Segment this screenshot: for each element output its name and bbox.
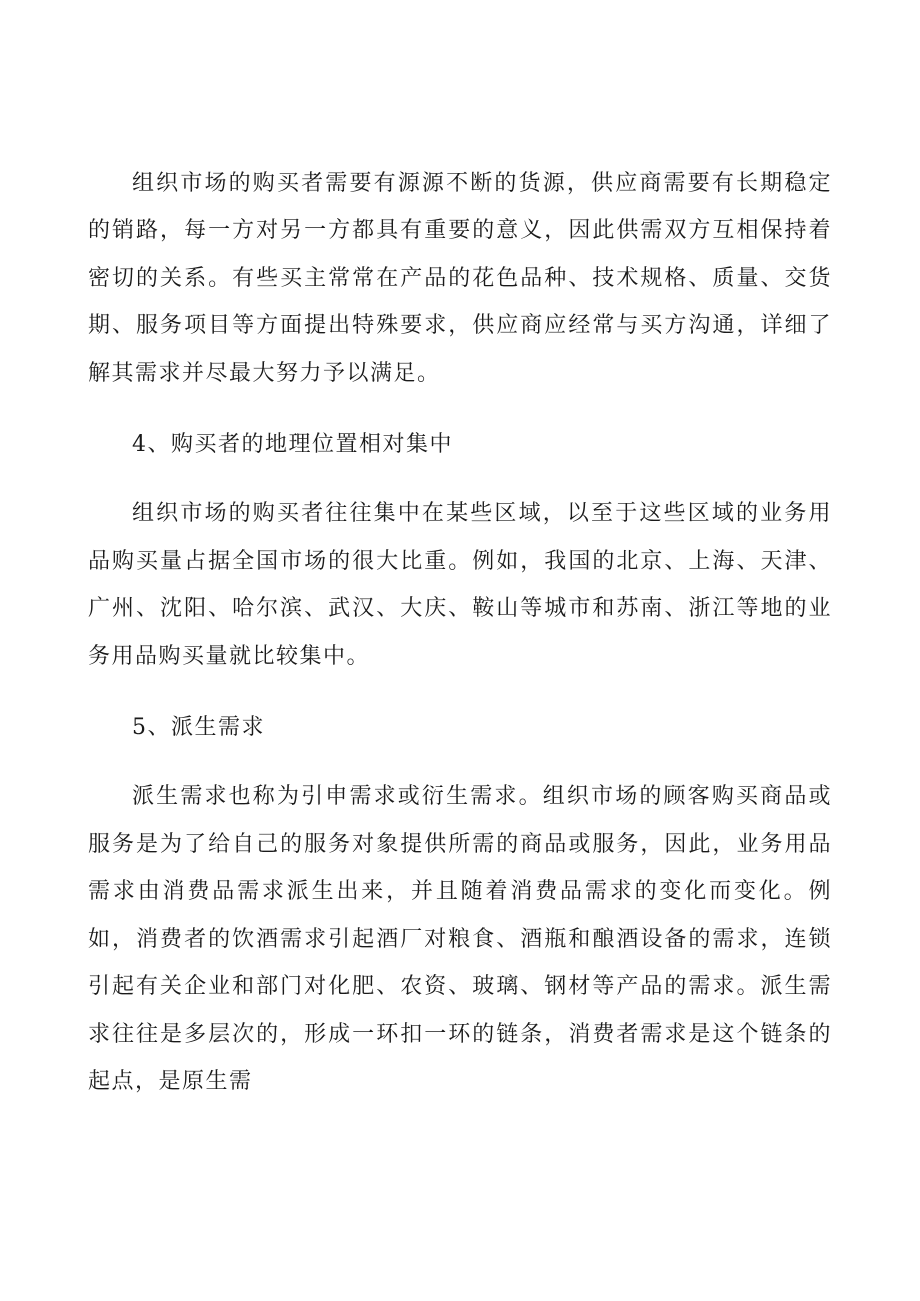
section-heading-derived-demand: 5、派生需求 [132, 715, 265, 741]
document-page [88, 160, 832, 1105]
paragraph-derived-demand: 派生需求也称为引申需求或衍生需求。组织市场的顾客购买商品或服务是为了给自己的服务对象提供所需的商品或服务，因此，业务用品需求由消费品需求派生出来，并且随着消费品需求的变化而变化。例如，消费者的饮酒需求引起酒厂对粮食、酒瓶和酿酒设备的需求，连锁引起有关企业和部门对化肥、农资、玻璃、钢材等产品的需求。派生需求往往是多层次的，形成一环扣一环的链条，消费者需求是这个链条的起点，是原生需 [88, 784, 832, 1094]
section-heading-geographic-concentration: 4、购买者的地理位置相对集中 [132, 432, 453, 458]
paragraph-supply-relationship: 组织市场的购买者需要有源源不断的货源，供应商需要有长期稳定的销路，每一方对另一方都具有重要的意义，因此供需双方互相保持着密切的关系。有些买主常常在产品的花色品种、技术规格、质量、交货期、服务项目等方面提出特殊要求，供应商应经常与买方沟通，详细了解其需求并尽最大努力予以满足。 [88, 171, 832, 386]
paragraph-geographic-concentration: 组织市场的购买者往往集中在某些区域，以至于这些区域的业务用品购买量占据全国市场的很大比重。例如，我国的北京、上海、天津、广州、沈阳、哈尔滨、武汉、大庆、鞍山等城市和苏南、浙江等地的业务用品购买量就比较集中。 [88, 501, 832, 669]
